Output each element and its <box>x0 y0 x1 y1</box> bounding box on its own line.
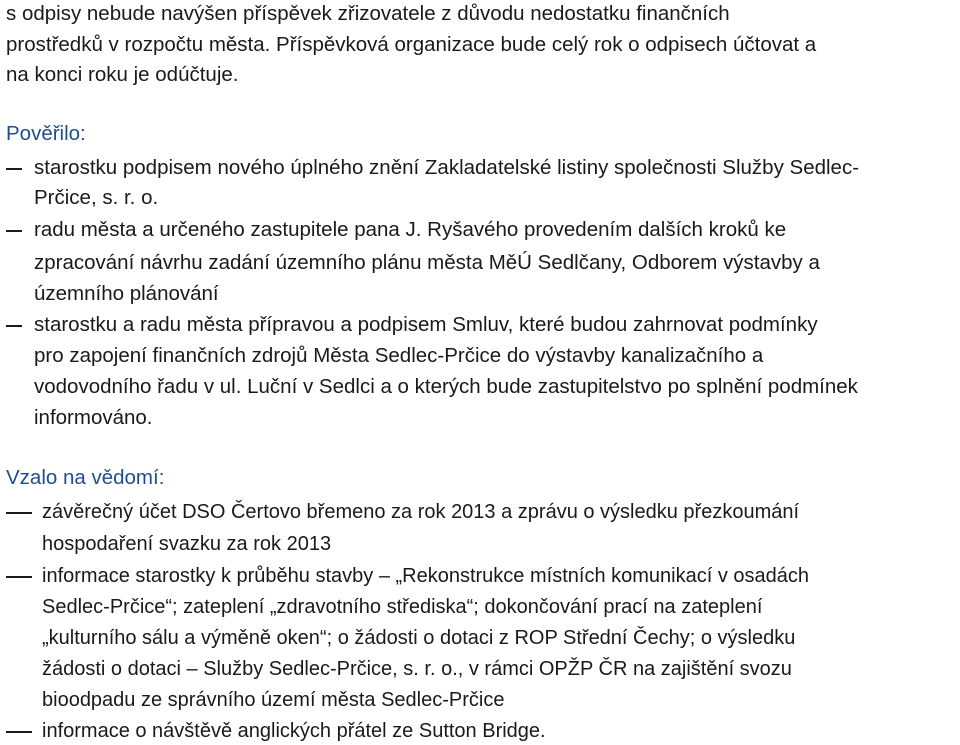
poverilo-item-2-line-2: zpracování návrhu zadání územního plánu města MěÚ Sedlčany, Odborem výstavby a <box>34 251 820 274</box>
vzalo-item-2-line-5: bioodpadu ze správního území města Sedlec-Prčice <box>42 689 505 711</box>
poverilo-item-3-line-4: informováno. <box>34 406 153 429</box>
vzalo-item-3-line-1: informace o návštěvě anglických přátel ze Sutton Bridge. <box>42 720 546 742</box>
poverilo-item-3-line-2: pro zapojení finančních zdrojů Města Sedlec-Prčice do výstavby kanalizačního a <box>34 344 764 367</box>
vzalo-item-1-line-1: závěrečný účet DSO Čertovo břemeno za rok 2013 a zprávu o výsledku přezkoumání <box>42 501 800 523</box>
vzalo-item-1-line-2: hospodaření svazku za rok 2013 <box>42 533 332 555</box>
section-heading-vzalo: Vzalo na vědomí: <box>6 466 165 489</box>
poverilo-item-2-line-3: územního plánování <box>34 282 219 305</box>
intro-line-1: s odpisy nebude navýšen příspěvek zřizovatele z důvodu nedostatku finančních <box>6 2 730 25</box>
intro-line-3: na konci roku je odúčtuje. <box>6 63 239 86</box>
intro-line-2: prostředků v rozpočtu města. Příspěvková organizace bude celý rok o odpisech účtovat a <box>6 33 817 56</box>
poverilo-item-3-line-1: starostku a radu města přípravou a podpisem Smluv, které budou zahrnovat podmínky <box>34 313 818 336</box>
list-bullet-dash <box>6 325 22 327</box>
vzalo-item-2-line-3: „kulturního sálu a výměně oken“; o žádosti o dotaci z ROP Střední Čechy; o výsledku <box>42 627 796 649</box>
list-bullet-dash <box>6 576 32 578</box>
list-bullet-dash <box>6 731 32 733</box>
vzalo-item-2-line-2: Sedlec-Prčice“; zateplení „zdravotního střediska“; dokončování prací na zateplení <box>42 596 763 618</box>
vzalo-item-2-line-1: informace starostky k průběhu stavby – „Rekonstrukce místních komunikací v osadách <box>42 565 810 587</box>
list-bullet-dash <box>6 230 22 232</box>
list-bullet-dash <box>6 168 22 170</box>
poverilo-item-1-line-2: Prčice, s. r. o. <box>34 186 159 209</box>
poverilo-item-1-line-1: starostku podpisem nového úplného znění Zakladatelské listiny společnosti Služby Sedlec- <box>34 156 860 179</box>
poverilo-item-2-line-1: radu města a určeného zastupitele pana J. Ryšavého provedením dalších kroků ke <box>34 218 787 241</box>
vzalo-item-2-line-4: žádosti o dotaci – Služby Sedlec-Prčice, s. r. o., v rámci OPŽP ČR na zajištění svozu <box>42 658 792 680</box>
list-bullet-dash <box>6 512 32 514</box>
poverilo-item-3-line-3: vodovodního řadu v ul. Luční v Sedlci a o kterých bude zastupitelstvo po splnění podmínek <box>34 375 858 398</box>
section-heading-poverilo: Pověřilo: <box>6 122 86 145</box>
